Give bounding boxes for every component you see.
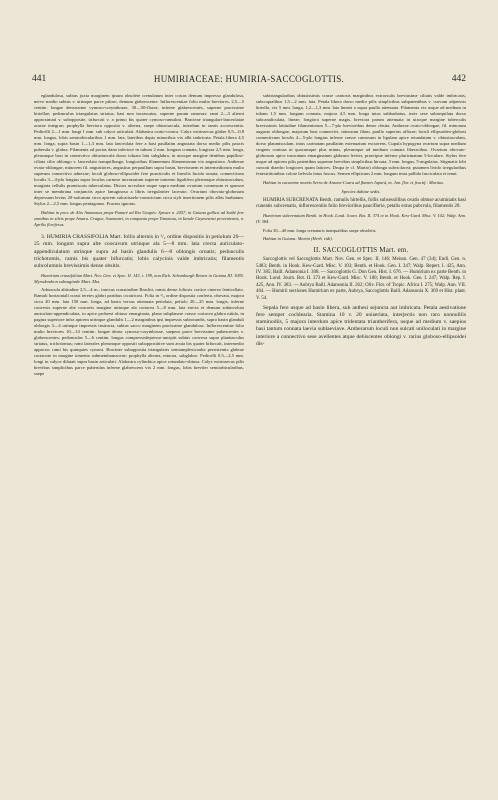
page-header [32,74,466,88]
section-subheading: Species dubiae sedis. [341,188,381,194]
habitat-note: Habitat in prov. de Alto Amazonas prope Panuré ad Rio Uaupés: Spruce n. 2457; in Guiana gallica ad Saülë fere omnibus in silvis prope Amaru. Crague, Soumanei, in compania prope Tanontau, in Ianale Cayennensi provenientis, n. Aprilis floriferus. [34,209,244,227]
description-paragraph: Folia 30—40 mm. longa crenaturis inaequalibus saepe obsoletis. [263,227,377,233]
genus-description: Sepala fere usque ad basin libera, sub anthesi sejuncta aut imbricata. Petala aestivatione fere semper cochlearia. Stamina 10 v. 20 uniseriata, interjectis non raro nonnulliis staminodiis, 5 majora interdum apice tridentata triantherifera, usque ad medium v. saepius basi tantum connata laevia sublaeviave. Antherarum loculi non sulcati uniloculati in margine interiore a connectivo sese avellentes atque dehiscentes oblongi v. rarius globoso-ellipsoidei dis- [256,304,466,348]
description-paragraph: eglandulosa, subtus juxta marginem ipsum obsolete crenulatum inter costas demum impresso glandulosa, nervo medio subtus v. utrinque parce piloso, demum glabrescente. Inflorescentiae folio multo breviores, 2,5—5 centim. longae densissime cymoso-corymbosae, 30—50-florae, inferne glabrescentes, superne parcissime hirtellae; pedunculus triangulatus striatus, basi non incrassatus, superne parum ramosus: rami 2—3 alterni approximati v. subopposite, trifurcati v. a primo bis quater cymoso-ramulosi. Bracteae triangulari-lanceolatae acutae integrae; prophylla breviora opposita v. alterna, saepe obtusiuscula, interdum in ramis accrescentia. Pedicelli 2—1 mm. longi 1 mm. sub calyce articulati. Alabastra ovato-conica. Calyx extrinsecus glaber 0,5—0,8 mm. longus, lobis semiorbicularibus 1 mm. lata, lateribus dupio minoribus vix albi imbricata. Petala libera 4,5 mm. longa, supra basin 1—1,3 mm. lata lanceolata fere a basi paullatim angustata dorso medio pilis paucis puberula v. glabra. Filamenta ad portas dana inferiore in tubum 2 mm. longum connata, longiora 2,5 mm. longa, plerumque basi in connectivo obtusiuscula dorso toluata latu subglabra, in utroque margine dentibus papillosi-ciliata cilio oblongo v. lanceolato tranquillongo, longioribus filamentum filamentorum vix angustiora. Antherae ovato-oblongae, minorem fil. angustiores, angustius perpaullum supra basin, brevioraem et intermediorum multo superum connectivo adnexae; loculi globoso-ellipsoidei fere puncticulis et lineolis Iucida ornata; connectivum loculis 3—4-plo longius supra loculos carnose incrassatum superne tomento ligulifero plerumque obtusiusculum, marginia cellulis promiscuis tuberculatus. Discus urceolare usque supra medium ovarium connexum et spuosse inter se membrana conjunctis apice lanuginosa a libris irregulariter lacerato. Ovarium obovato-globosum depressum levius 20-sulcatum circa apicem sulcatisaelo-constrictum circa styli insertionem pilis albis barbatum. Stylus 2—2,5 mm. longus pentagonus. Fructus ignotus. [34,93,244,206]
species-heading: 3. HUMIRIA CRASSIFOLIA Mart. follis alternis in ¹/₂ ordine dispositis in petiolum 20—25 mm. longum supra alte coocavum utrinque ala 5—8 mm. lata crecta auriculato-appendiculatum utrinque supra ad basin glandulis 6—8 oblongis ornatis; pedunculis trichotomis, ramis bis quater bifurcatis; lobis calycinis valde imbricatis; filamentis subcolumnis brevissimis dense obsitis. [34,234,244,270]
left-column [34,93,244,380]
genus-nomenclature: Saccoglottis vel Saccoglottis Mart. Nov. Gen. et Spec. II. 146; Meissn. Gen. 47 (34); Endl. Gen. n. 5483; Benth. in Hook. Kew-Gard. Misc. V. 103; Benth. et Hook. Gen. I. 247; Walp. Repert. I. 425, Ann. IV. 385; Baill. Adansonia I. 308. — Saccoglottis G. Don Gen. Hist. I. 676. — Humirium ex parte Benth. in Hook. Lond. Journ. Bot. II. 373 et Kew-Gard. Misc. V. 100; Benth. et Hook. Gen. I. 247; Walp. Rep. I. 425, Ann. IV. 383. — Aubrya Baill. Adansonia II. 262; Oliv. Flor. of Tropic. Africa I. 275; Walp. Ann. VII. 464. — Humirii sectiones Humirium ex parte, Aubrya, Saccoglottis Baill. Adansonia X. 369 et Hist. plant. V. 54. [256,257,466,301]
habitat-note: Habitat in Guiana: Martin (Herb. vidi). [263,236,333,242]
right-column [256,93,466,351]
genus-heading: II. SACCOGLOTTIS Mart. em. [313,246,409,255]
left-page-number: 441 [32,74,47,84]
description-paragraph: Arbuscula altitudine 2,5—4 m., truncus crassitudine Brachii, ramis dense foliosis cortice cinereo lenticellato. Ramuli horizontali crassi teretes glabri partibus cicatricosi. Folia in ¹/₃ ordine disposita conferta, obovata, majora circa 20 mm. lata 150 mm. longa, ad basin versus attenuata petiolata, petiolo 20—25 mm. longis, inferne convexis superne alte concavis margine utrinque ala coriacea 5—8 mm. lata erecta et demum subinvoluta auriculato-appendiculata, in apice probresi obtuso emarginata, plana subplanare crasse coriacea glabra nitida, in pagina superiore infra apicem utrinque glandulis 1—2 marginibus ipsi impressis subrotundis, supra basin glanduli oblongis 3—4 utrinque impressis instructa, subtus sacco marginem parcissime glandulosa. Inflorescentiae folio multo breviores 10—14 centim. longae dense cymoso-corymbosae, saepeus parce brevissime pubescentes v. glabrescentes; pedunculus 5—6 centim. longus compressodepresso-ancipiti subtus convexa supra planiusculus striatus, trichotomus; rami laterales plerumque oppositi subopposititve sunt acuta bis quater bifurcati, intermedio approxo; rami bis quinquies cymosi. Bracteae subopposita triangularis semiamplexicaulia persistentia glabrae coriaceae in margine tomento submembranaceae; prophylla alterna, minora, subglabro. Pedicelli 0,5—2,5 mm. longi in calyce dilatati supra basin articulati. Alabastra cylindrica apice rotundato-obtusa. Calyx extrinsecus pilis brevibus simplicibus parce puberulus inferne glabrescens vix 2 mm. longus, lobis breviter semiorbicularibus, saepe [34,287,244,377]
habitat-note: Habitat in cacumine montis Serra de Araara-Coara ad flumen Japurá, m. Jan. flor. et fructif.: Martius. [263,179,445,185]
species-heading: HUMIRIA SUBCRENATA Benth. ramulis hirtellis, follis subsessilibus ovatis obtuse acuminatis basi cuneatis subcrenatis, inflorescentiis folio brevioribus pauciflorie, petalis extus pubcrula, filamentis 20. [256,197,466,210]
nomenclature: Humirium subcrenatum Benth. in Hook. Lond. Journ. Bot. II. 374 et in Hook. Kew-Gard. Misc. V. 102; Walp. Ann. IV. 384. [256,213,466,225]
description-paragraph: subtriangularibus obtusissimis crasse carnosis marginibus extrorsulis breviusime ciliatis valde imbricatis, subcoqualibus 1,5—2 mm. lata. Petala libera dorso medio pilis simplicibus subpatentibus v. curvum adpressis hirtella, vix 5 mm. longa, 1,2—1,3 mm. lata lineari a supra paullo attenuata. Filamenta vix usque ad medium in tubum 1,5 mm. longum connata, majora 4,5 mm. longa intus subbarbatus, inter sese subaequilata dorso subcanaliculata, lineae, longiora superne magis, breviora parum attenuata in utroque margine tuberculis brevissimis latitudine filamentorum 5—7-plo brevioribus dense obsita. Antherae ovato-oblongae, fil. minorum augusto oblongae, majorum basi connectivi, minorum filam. paullo superius affixae; loculi ellipsoideo-globosi connectivum loculis 4—5-plo longius inferne crasse carnosum in ligulam apice retundatam v. obtusiusculam, dorso plaumisculam, intus carinatam paullatim extenuatum excurrens. Cupula hypogyna ovarium supra medium cingens contusa ut quacumque plus minus, plerumque ad medium connata liberacibus. Ovarium obovato-globosum apice truncatum emarginatum glabrum leviter, praecipue inferne plurisinatum 5-loculare. Stylus fere usque ad apicem pilis patentibus supreme brevibus simplicibus hirsuta, 3 mm. longus, 5-angulatus. Stigmatis lobi cuncati diaedro longiores quam latiores. Drupa (e cl. Martio) oblonga subviolacea; putamen livido irregularibus fenestritionibus colore belvulo intus fuscus. Semen ellipticum 2 mm. longum testa pallida fasciculata et tenui. [256,93,466,176]
right-page-number: 442 [451,74,466,84]
nomenclature: Humirium crassifolium Mart. Nov. Gen. et Spec. II. 143. t. 199, non Rich. Schomburgh Reisen in Guiana III. 1095. Myrodendron subvaginale Mart. Mss. [34,272,244,284]
running-title: HUMIRIACEAE: HUMIRIA-SACCOGLOTTIS. [153,74,345,84]
